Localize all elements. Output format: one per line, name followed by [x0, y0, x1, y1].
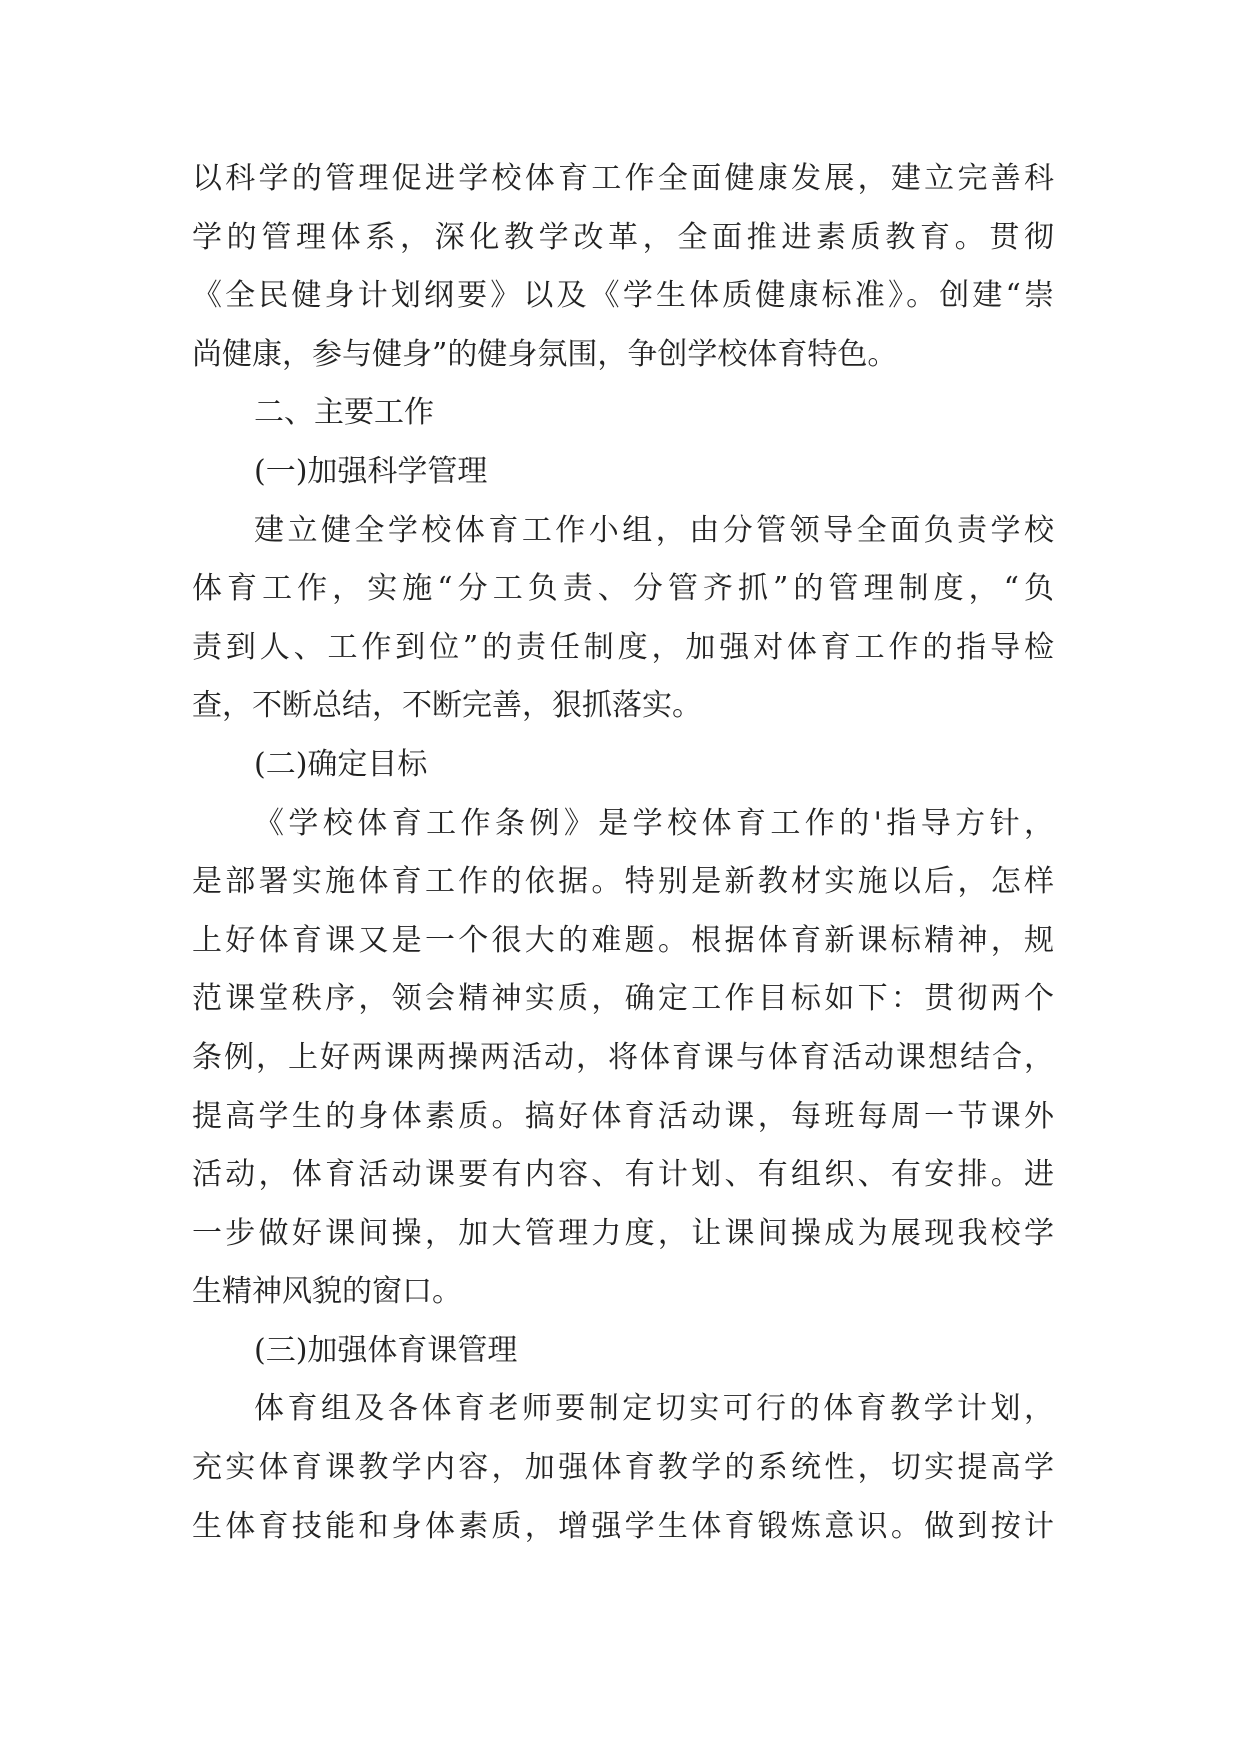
paragraph-line: 条例，上好两课两操两活动，将体育课与体育活动课想结合，: [192, 1039, 1054, 1075]
subsection-heading: (一)加强科学管理: [254, 453, 488, 489]
paragraph-line: 上好体育课又是一个很大的难题。根据体育新课标精神，规: [192, 922, 1054, 958]
subsection-heading: (三)加强体育课管理: [254, 1332, 518, 1368]
paragraph-line: 尚健康，参与健身”的健身氛围，争创学校体育特色。: [192, 336, 898, 372]
paragraph-line: 体育工作，实施“分工负责、分管齐抓”的管理制度，“负: [192, 571, 1054, 607]
paragraph-line: 《学校体育工作条例》是学校体育工作的'指导方针，: [254, 805, 1054, 841]
paragraph-line: 生精神风貌的窗口。: [192, 1274, 462, 1310]
paragraph-line: 建立健全学校体育工作小组，由分管领导全面负责学校: [254, 512, 1054, 548]
paragraph-line: 一步做好课间操，加大管理力度，让课间操成为展现我校学: [192, 1215, 1054, 1251]
paragraph-line: 《全民健身计划纲要》以及《学生体质健康标准》。创建“崇: [192, 278, 1054, 314]
subsection-heading: (二)确定目标: [254, 746, 428, 782]
paragraph-line: 责到人、工作到位”的责任制度，加强对体育工作的指导检: [192, 629, 1054, 665]
paragraph-line: 生体育技能和身体素质，增强学生体育锻炼意识。做到按计: [192, 1508, 1054, 1544]
paragraph-line: 学的管理体系，深化教学改革，全面推进素质教育。贯彻: [192, 219, 1054, 255]
paragraph-line: 提高学生的身体素质。搞好体育活动课，每班每周一节课外: [192, 1098, 1054, 1134]
paragraph-line: 充实体育课教学内容，加强体育教学的系统性，切实提高学: [192, 1450, 1054, 1486]
paragraph-line: 活动，体育活动课要有内容、有计划、有组织、有安排。进: [192, 1157, 1054, 1193]
paragraph-line: 以科学的管理促进学校体育工作全面健康发展，建立完善科: [192, 161, 1054, 196]
paragraph-line: 体育组及各体育老师要制定切实可行的体育教学计划，: [254, 1391, 1054, 1427]
paragraph-line: 范课堂秩序，领会精神实质，确定工作目标如下：贯彻两个: [192, 981, 1054, 1017]
paragraph-line: 是部署实施体育工作的依据。特别是新教材实施以后，怎样: [192, 864, 1054, 900]
document-page: [192, 150, 1054, 1556]
paragraph-line: 查，不断总结，不断完善，狠抓落实。: [192, 688, 702, 724]
section-heading: 二、主要工作: [254, 395, 434, 431]
